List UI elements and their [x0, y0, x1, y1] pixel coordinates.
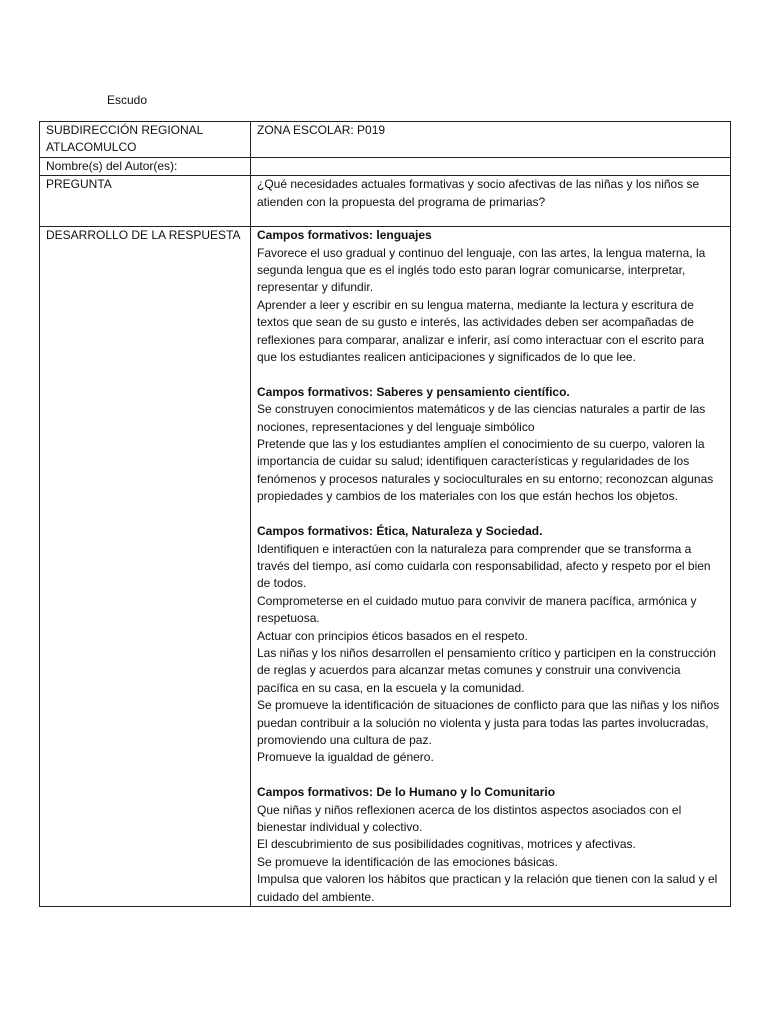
campo-paragraph: Comprometerse en el cuidado mutuo para convivir de manera pacífica, armónica y respetuosa.	[257, 593, 697, 626]
campo-paragraph: Promueve la igualdad de género.	[257, 750, 434, 765]
zona-escolar-cell: ZONA ESCOLAR: P019	[251, 122, 731, 158]
campo-section	[257, 784, 725, 906]
campo-paragraph: Las niñas y los niños desarrollen el pensamiento crítico y participen en la construcción de reglas y acuerdos para alcanzar metas comunes y construir una convivencia pacífica en su casa, en la escuela y la comunidad.	[257, 645, 716, 695]
desarrollo-label-cell: DESARROLLO DE LA RESPUESTA	[40, 227, 251, 907]
campo-section	[257, 384, 725, 506]
campo-paragraph: Impulsa que valoren los hábitos que practican y la relación que tienen con la salud y el cuidado del ambiente.	[257, 872, 718, 904]
subdireccion-cell: SUBDIRECCIÓN REGIONAL ATLACOMULCO	[40, 122, 251, 158]
autores-value-cell	[251, 157, 731, 175]
autores-label-cell: Nombre(s) del Autor(es):	[40, 157, 251, 175]
campo-paragraph: Que niñas y niños reflexionen acerca de los distintos aspectos asociados con el bienestar individual y colectivo.	[257, 802, 682, 834]
campo-paragraph: Se construyen conocimientos matemáticos y de las ciencias naturales a partir de las nociones, representaciones y del lenguaje simbólico	[257, 402, 706, 434]
campo-paragraph: Actuar con principios éticos basados en el respeto.	[257, 628, 528, 643]
table-row	[40, 176, 731, 227]
page-heading: Escudo	[107, 93, 148, 107]
pregunta-label-cell: PREGUNTA	[40, 176, 251, 227]
campo-title: Campos formativos: De lo Humano y lo Comunitario	[257, 785, 556, 800]
pregunta-text-cell: ¿Qué necesidades actuales formativas y socio afectivas de las niñas y los niños se atienden con la propuesta del programa de primarias?	[251, 176, 731, 227]
table-row	[40, 227, 731, 907]
campo-paragraph: Identifiquen e interactúen con la naturaleza para comprender que se transforma a través del tiempo, así como cuidarla con responsabilidad, afecto y respeto por el bien de todos.	[257, 541, 711, 591]
campo-paragraph: Aprender a leer y escribir en su lengua materna, mediante la lectura y escritura de textos que sean de su gusto e interés, las actividades deben ser acompañadas de reflexiones para comparar, analizar e inferir, así como interactuar con el escrito para que los estudiantes realicen anticipaciones y significados de lo que lee.	[257, 297, 704, 365]
form-table	[39, 121, 731, 907]
campo-paragraph: El descubrimiento de sus posibilidades cognitivas, motrices y afectivas.	[257, 837, 636, 852]
desarrollo-content-cell	[251, 227, 731, 907]
table-row	[40, 157, 731, 175]
table-row	[40, 122, 731, 158]
campo-title: Campos formativos: Saberes y pensamiento científico.	[257, 384, 570, 399]
campo-paragraph: Se promueve la identificación de las emociones básicas.	[257, 854, 558, 869]
campo-paragraph: Favorece el uso gradual y continuo del lenguaje, con las artes, la lengua materna, la segunda lengua que es el inglés todo esto paran lograr comunicarse, interpretar, representar y difundir.	[257, 245, 706, 295]
campo-title: Campos formativos: Ética, Naturaleza y Sociedad.	[257, 524, 543, 539]
campo-title: Campos formativos: lenguajes	[257, 228, 432, 243]
campo-section	[257, 523, 725, 767]
campo-section	[257, 227, 725, 366]
campo-paragraph: Pretende que las y los estudiantes amplíen el conocimiento de su cuerpo, valoren la importancia de cuidar su salud; identifiquen características y regularidades de los fenómenos y procesos naturales y socioculturales en su entorno; reconozcan algunas propiedades y cambios de los materiales con los que están hechos los objetos.	[257, 437, 714, 504]
campo-paragraph: Se promueve la identificación de situaciones de conflicto para que las niñas y los niños puedan contribuir a la solución no violenta y justa para todas las partes involucradas, promoviendo una cultura de paz.	[257, 698, 720, 747]
